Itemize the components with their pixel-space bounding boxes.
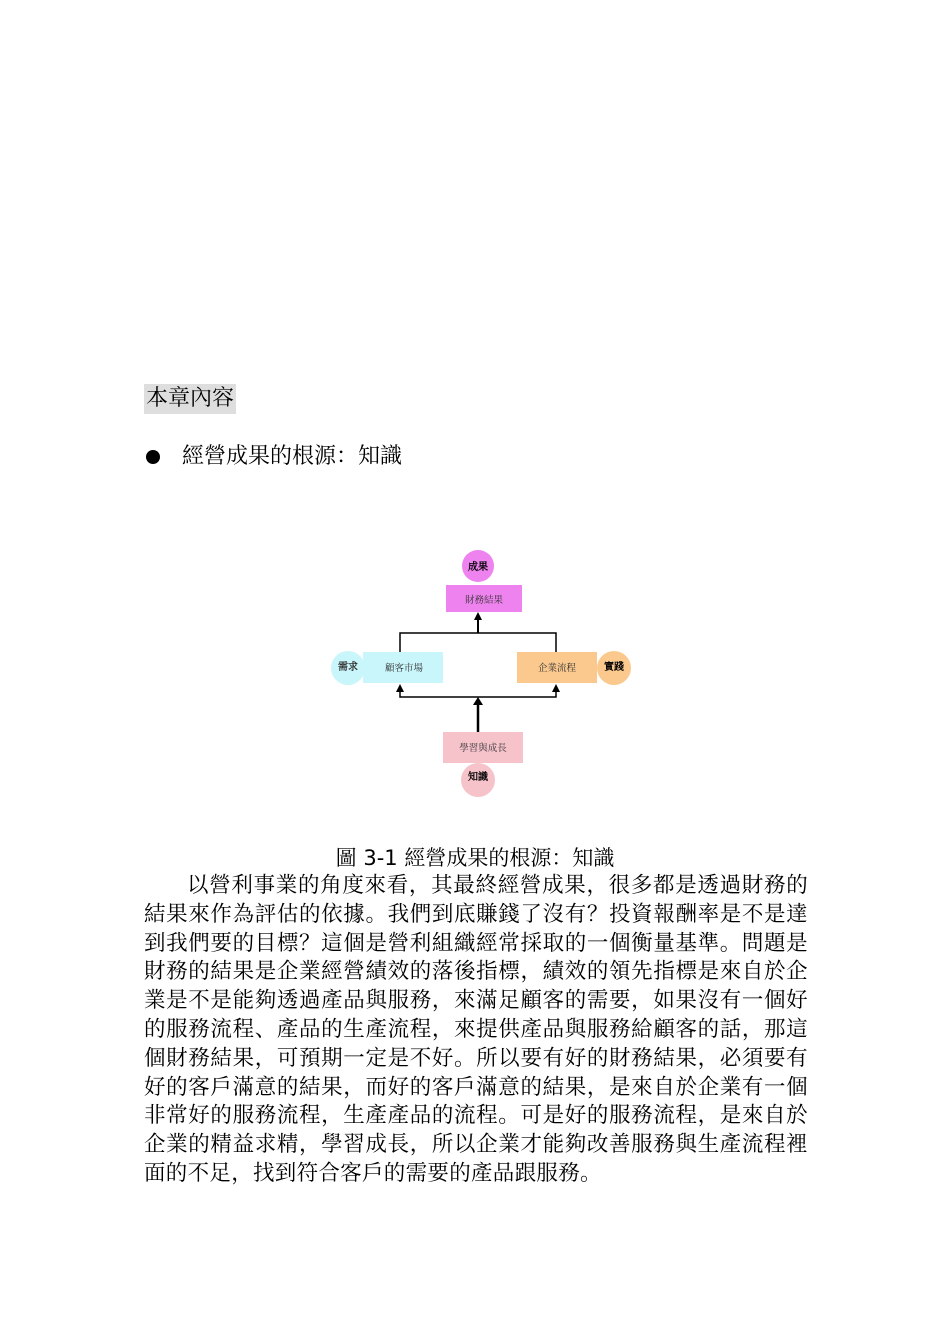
- bullet-dot-icon: [146, 450, 160, 464]
- practice-circle-label: 實踐: [604, 662, 624, 673]
- bottom-connector-line: [400, 686, 556, 697]
- chapter-contents-heading: 本章內容: [144, 384, 236, 414]
- figure-caption: 圖 3-1 經營成果的根源：知識: [335, 846, 615, 870]
- demand-circle-label: 需求: [338, 662, 358, 673]
- arrow-head-finance: [474, 612, 482, 620]
- arrow-head-process: [552, 684, 560, 692]
- body-paragraph: 以營利事業的角度來看，其最終經營成果，很多都是透過財務的結果來作為評估的依據。我們到底賺錢了沒有？投資報酬率是不是達到我們要的目標？這個是營利組織經常採取的一個衡量基準。問題是財務的結果是企業經營績效的落後指標，績效的領先指標是來自於企業是不是能夠透過產品與服務，來滿足顧客的需要，如果沒有一個好的服務流程、產品的生產流程，來提供產品與服務給顧客的話，那這個財務結果，可預期一定是不好。所以要有好的財務結果，必須要有好的客戶滿意的結果，而好的客戶滿意的結果，是來自於企業有一個非常好的服務流程，生產產品的流程。可是好的服務流程，是來自於企業的精益求精，學習成長，所以企業才能夠改善服務與生產流程裡面的不足，找到符合客戶的需要的產品跟服務。: [144, 873, 808, 1186]
- learning-box-label: 學習與成長: [459, 743, 507, 754]
- bullet-text: 經營成果的根源：知識: [182, 444, 403, 469]
- arrow-head-learning: [473, 697, 483, 705]
- customer-box-label: 顧客市場: [384, 663, 424, 674]
- knowledge-results-diagram: [320, 540, 640, 805]
- knowledge-circle-label: 知識: [468, 772, 488, 783]
- process-box-label: 企業流程: [537, 663, 577, 674]
- top-connector-line: [400, 633, 556, 652]
- result-circle-label: 成果: [468, 562, 488, 573]
- finance-box-label: 財務結果: [464, 595, 504, 606]
- arrow-head-customer: [396, 684, 404, 692]
